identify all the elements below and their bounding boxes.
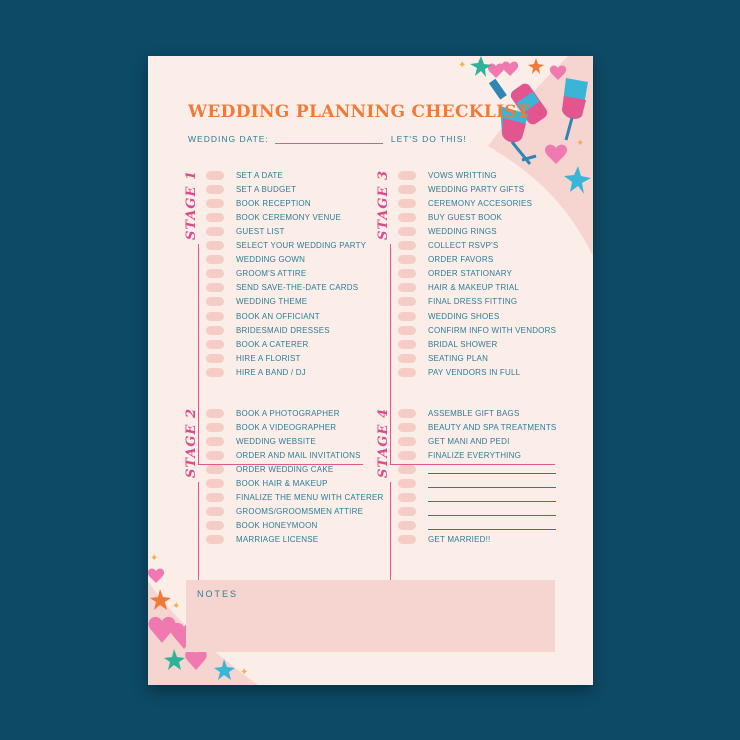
checklist-item-label: ORDER FAVORS [428,255,494,265]
checklist-item-label: FINALIZE EVERYTHING [428,450,522,460]
checkbox[interactable] [206,465,224,474]
checklist-item-label: WEDDING RINGS [428,226,497,236]
checklist-item-label: GUEST LIST [236,226,285,236]
checklist-item-label: SET A BUDGET [236,184,297,194]
checklist-item[interactable] [206,406,340,420]
checklist-item[interactable] [398,533,490,547]
stage-label: STAGE 3 [376,169,391,240]
checklist-item[interactable] [206,224,285,238]
checkbox[interactable] [398,465,416,474]
checklist-item-label: ORDER STATIONARY [428,269,513,279]
checklist-item-label: GET MARRIED!! [428,535,491,545]
checklist-item[interactable] [398,196,532,210]
checklist-item[interactable] [206,448,361,462]
blank-line[interactable] [428,515,556,516]
checklist-item-label: BOOK RECEPTION [236,198,311,208]
wedding-date-row [188,134,488,144]
checklist-item-label: WEDDING THEME [236,297,308,307]
checklist-item[interactable] [206,323,330,337]
page-title: WEDDING PLANNING CHECKLIST [188,102,530,122]
checklist-item[interactable] [206,281,358,295]
checkbox[interactable] [398,535,416,544]
checklist-item-label: BUY GUEST BOOK [428,212,503,222]
checkbox[interactable] [206,340,224,349]
checklist-item[interactable] [398,337,497,351]
checkbox[interactable] [206,521,224,530]
checklist-item-label: HAIR & MAKEUP TRIAL [428,283,520,293]
checkbox[interactable] [398,255,416,264]
sparkle-icon-2: ✦ [576,138,585,149]
checkbox[interactable] [206,283,224,292]
checklist-item-label: HIRE A FLORIST [236,353,301,363]
checklist-item-label: WEDDING PARTY GIFTS [428,184,525,194]
checklist-item-label: BRIDESMAID DRESSES [236,325,330,335]
checkbox[interactable] [398,451,416,460]
checklist-item[interactable] [206,365,306,379]
checklist-item[interactable] [206,477,328,491]
checklist-item-label: VOWS WRITTING [428,170,497,180]
checklist-item[interactable] [398,281,519,295]
checklist-item[interactable] [398,295,517,309]
blank-line[interactable] [428,473,556,474]
heart-icon [502,62,518,76]
checkbox[interactable] [398,297,416,306]
checklist-item[interactable] [206,434,316,448]
checkbox[interactable] [206,326,224,335]
checklist-item[interactable] [206,462,333,476]
checkbox[interactable] [206,437,224,446]
checklist-item[interactable] [398,462,556,476]
checklist-item-label: CEREMONY ACCESORIES [428,198,533,208]
heart-icon-5 [148,569,164,583]
checklist-item-label: CONFIRM INFO WITH VENDORS [428,325,557,335]
notes-box[interactable] [186,580,555,652]
checklist-item-label: SELECT YOUR WEDDING PARTY [236,241,367,250]
checklist-item[interactable] [206,420,336,434]
checklist-item-label: BOOK A VIDEOGRAPHER [236,422,337,432]
checkbox[interactable] [398,368,416,377]
checklist-item-label: ORDER WEDDING CAKE [236,464,334,474]
checklist-item-label: BOOK HAIR & MAKEUP [236,479,328,488]
checklist-item[interactable] [398,182,524,196]
checklist-item-label: FINAL DRESS FITTING [428,297,518,307]
checklist-item[interactable] [398,434,510,448]
checklist-item-label: SEND SAVE-THE-DATE CARDS [236,283,359,293]
checkbox[interactable] [398,479,416,488]
star-icon-3 [528,58,544,74]
checklist-item[interactable] [206,267,306,281]
checklist-item[interactable] [398,323,556,337]
checklist-item[interactable] [398,505,556,519]
sparkle-icon-3: ✦ [150,553,159,564]
checklist-item[interactable] [398,365,520,379]
checklist-item-label: BOOK CEREMONY VENUE [236,212,342,222]
stage-label: STAGE 4 [376,407,391,478]
blank-line[interactable] [428,529,556,530]
checklist-item[interactable] [206,519,317,533]
checklist-item[interactable] [398,168,497,182]
stage-label: STAGE 1 [184,169,199,240]
checklist-item[interactable] [206,505,363,519]
checkbox[interactable] [206,241,224,250]
checklist-item[interactable] [206,295,307,309]
star-icon-2 [470,56,492,77]
checklist-item-label: SET A DATE [236,170,284,180]
checklist-item[interactable] [206,182,296,196]
checkbox[interactable] [398,507,416,516]
checkbox[interactable] [206,227,224,236]
checkbox[interactable] [206,312,224,321]
checklist-item[interactable] [398,519,556,533]
checkbox[interactable] [206,171,224,180]
checklist-item-label: MARRIAGE LICENSE [236,535,319,545]
checkbox[interactable] [206,493,224,502]
checklist-item-label: GROOMS/GROOMSMEN ATTIRE [236,507,364,517]
tagline: LET'S DO THIS! [390,134,467,144]
checkbox[interactable] [206,368,224,377]
checkbox[interactable] [398,437,416,446]
checkbox[interactable] [206,535,224,544]
checkbox[interactable] [206,507,224,516]
checklist-item-label: COLLECT RSVP'S [428,241,499,250]
checkbox[interactable] [398,283,416,292]
checklist-item[interactable] [206,533,318,547]
wedding-date-label: WEDDING DATE: [188,134,269,144]
checkbox[interactable] [398,423,416,432]
checklist-item[interactable] [398,267,512,281]
checklist-item-label: WEDDING SHOES [428,311,500,321]
checkbox[interactable] [206,423,224,432]
checkbox[interactable] [398,185,416,194]
checkbox[interactable] [398,227,416,236]
checkbox[interactable] [206,255,224,264]
checkbox[interactable] [398,199,416,208]
checkbox[interactable] [398,340,416,349]
checklist-item[interactable] [398,406,519,420]
stage-label: STAGE 2 [184,407,199,478]
checklist-item-label: WEDDING WEBSITE [236,436,316,446]
checkbox[interactable] [398,493,416,502]
checklist-item-label: FINALIZE THE MENU WITH CATERER [236,493,384,503]
checkbox[interactable] [206,185,224,194]
sparkle-icon-4: ✦ [172,601,181,612]
sparkle-icon: ✦ [458,60,467,71]
checklist-item[interactable] [398,477,556,491]
checkbox[interactable] [398,409,416,418]
checklist-item-label: GET MANI AND PEDI [428,436,510,446]
checklist-item[interactable] [206,491,384,505]
checklist-item[interactable] [398,351,488,365]
checkbox[interactable] [398,213,416,222]
checklist-item-label: BOOK HONEYMOON [236,521,318,531]
blank-line[interactable] [428,501,556,502]
blank-line[interactable] [428,487,556,488]
checklist-item-label: ASSEMBLE GIFT BAGS [428,408,520,418]
checklist-item[interactable] [398,224,497,238]
checklist-item-label: PAY VENDORS IN FULL [428,367,521,377]
checkbox[interactable] [206,213,224,222]
checklist-item-label: BOOK A CATERER [236,339,309,349]
checklist-item[interactable] [206,210,341,224]
checklist-item-label: BRIDAL SHOWER [428,339,498,349]
checklist-item[interactable] [398,309,500,323]
checklist-item-label: SEATING PLAN [428,353,489,363]
sparkle-icon-5: ✦ [240,667,249,678]
checkbox[interactable] [206,451,224,460]
checklist-item-label: WEDDING GOWN [236,255,306,265]
checklist-item-label: HIRE A BAND / DJ [236,367,306,377]
checkbox[interactable] [206,199,224,208]
checkbox[interactable] [206,269,224,278]
checklist-sheet [148,56,593,685]
checklist-item[interactable] [206,351,301,365]
checklist-item-label: BOOK AN OFFICIANT [236,311,320,321]
checklist-item[interactable] [206,239,366,253]
checklist-item-label: BOOK A PHOTOGRAPHER [236,408,340,418]
checkbox[interactable] [206,409,224,418]
checkbox[interactable] [398,312,416,321]
checklist-item[interactable] [398,239,498,253]
checklist-item[interactable] [398,448,521,462]
checkbox[interactable] [206,479,224,488]
checklist-item[interactable] [206,253,305,267]
checklist-item[interactable] [398,253,493,267]
checklist-item[interactable] [206,309,320,323]
checklist-item[interactable] [398,210,502,224]
checklist-item[interactable] [206,337,308,351]
checkbox[interactable] [206,297,224,306]
checkbox[interactable] [398,521,416,530]
checklist-item-label: ORDER AND MAIL INVITATIONS [236,450,361,460]
checkbox[interactable] [398,269,416,278]
wedding-date-field[interactable] [275,143,383,144]
checkbox[interactable] [398,241,416,250]
checkbox[interactable] [206,354,224,363]
checkbox[interactable] [398,354,416,363]
notes-label: NOTES [197,589,239,599]
checklist-item[interactable] [206,168,283,182]
checkbox[interactable] [398,171,416,180]
checkbox[interactable] [398,326,416,335]
checklist-item-label: BEAUTY AND SPA TREATMENTS [428,422,557,432]
checklist-item[interactable] [206,196,311,210]
checklist-item-label: GROOM'S ATTIRE [236,269,307,279]
checklist-item[interactable] [398,491,556,505]
checklist-item[interactable] [398,420,556,434]
